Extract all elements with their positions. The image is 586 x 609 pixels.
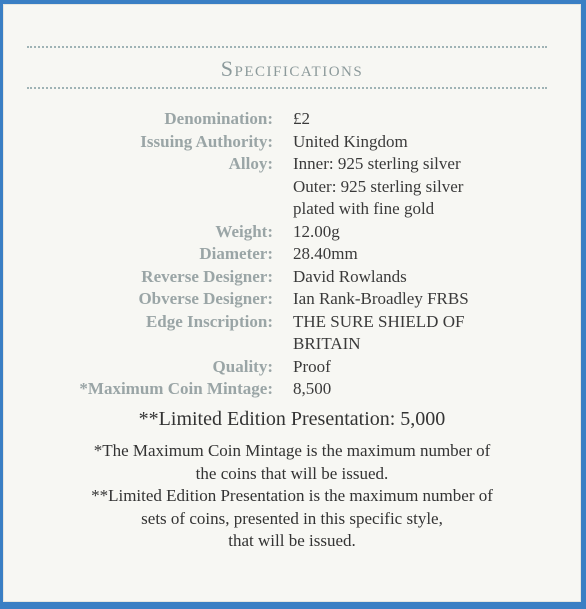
spec-value <box>293 153 581 221</box>
spec-row-maximum-mintage <box>3 378 581 401</box>
spec-row-alloy <box>3 153 581 221</box>
spec-value-line: BRITAIN <box>293 334 361 353</box>
spec-value-line: Proof <box>293 356 331 376</box>
spec-value <box>293 243 581 266</box>
spec-label: Issuing Authority: <box>140 131 273 151</box>
footnote-line: *The Maximum Coin Mintage is the maximum number of <box>93 441 491 460</box>
spec-value-line: Outer: 925 sterling silver <box>293 176 464 196</box>
spec-label: Diameter: <box>199 244 273 263</box>
footnote-line: that will be issued. <box>228 531 356 550</box>
spec-value <box>293 266 581 289</box>
spec-label: *Maximum Coin Mintage: <box>79 379 273 398</box>
spec-value-line: plated with fine gold <box>293 199 435 218</box>
spec-value-line: 8,500 <box>293 379 332 398</box>
spec-row-edge-inscription <box>3 311 581 356</box>
dotted-divider-bottom <box>27 87 547 89</box>
spec-value <box>293 221 581 244</box>
specifications-card <box>3 4 581 602</box>
spec-value-line: THE SURE SHIELD OF <box>293 311 465 331</box>
spec-label: Edge Inscription: <box>145 311 273 331</box>
spec-value-line: Inner: 925 sterling silver <box>293 154 461 173</box>
spec-value <box>293 311 581 356</box>
spec-value-line: 28.40mm <box>293 244 358 263</box>
footnote-line: **Limited Edition Presentation is the maximum number of <box>91 486 493 505</box>
spec-row-obverse-designer <box>3 288 581 311</box>
spec-value-line: 12.00g <box>293 221 340 241</box>
spec-row-denomination <box>3 108 581 131</box>
spec-row-quality <box>3 356 581 379</box>
spec-label: Weight: <box>215 221 273 241</box>
spec-label: Obverse Designer: <box>138 289 273 308</box>
spec-row-weight <box>3 221 581 244</box>
specs-list <box>3 108 581 401</box>
spec-value-line: £2 <box>293 109 310 128</box>
spec-value <box>293 108 581 131</box>
spec-value <box>293 131 581 154</box>
spec-label: Reverse Designer: <box>141 266 273 286</box>
spec-value-line: David Rowlands <box>293 266 407 286</box>
spec-label: Denomination: <box>164 109 273 128</box>
spec-row-reverse-designer <box>3 266 581 289</box>
footnote-line: the coins that will be issued. <box>195 463 389 483</box>
spec-value-line: Ian Rank-Broadley FRBS <box>293 289 469 308</box>
spec-row-diameter <box>3 243 581 266</box>
spec-value <box>293 356 581 379</box>
section-title: Specifications <box>220 56 364 81</box>
spec-value-line: United Kingdom <box>293 131 408 151</box>
spec-label: Quality: <box>212 356 273 376</box>
spec-value <box>293 288 581 311</box>
spec-row-issuing-authority <box>3 131 581 154</box>
footnote-line: sets of coins, presented in this specific style, <box>141 508 443 528</box>
dotted-divider-top <box>27 46 547 48</box>
spec-label: Alloy: <box>228 154 273 173</box>
spec-value <box>293 378 581 401</box>
footnotes <box>3 440 581 553</box>
limited-edition-statement: **Limited Edition Presentation: 5,000 <box>138 408 446 430</box>
